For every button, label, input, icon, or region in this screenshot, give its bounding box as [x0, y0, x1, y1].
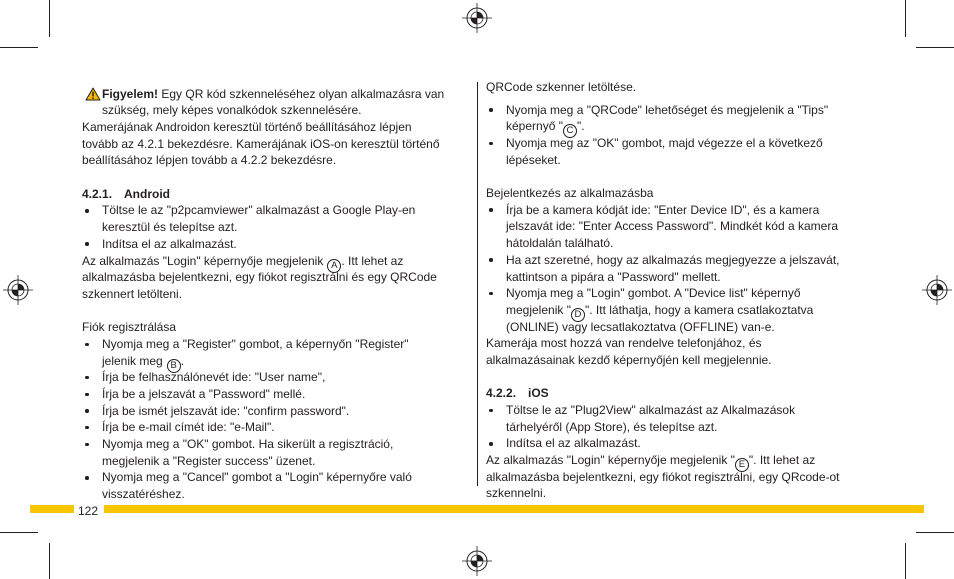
list-item-text: Nyomja meg a "QRCode" lehetőséget és megjelenik a "Tips": [506, 102, 829, 117]
list-item-text: Írja be felhasználónevét ide: "User name",: [102, 370, 326, 385]
subsection-title: Fiók regisztrálása: [82, 320, 177, 335]
text-span: ".: [576, 119, 585, 134]
list-item-text: (ONLINE) vagy lecsatlakoztatva (OFFLINE) van-e.: [506, 319, 775, 334]
accent-bar-right: [104, 505, 924, 513]
warning-triangle-icon: [85, 87, 101, 101]
crop-mark: [916, 532, 954, 533]
paragraph-text: szkennelni.: [486, 486, 547, 501]
spacer: [82, 169, 472, 186]
registration-mark-icon: [461, 2, 493, 34]
paragraph-text: szkennert letölteni.: [82, 286, 183, 301]
intro-text: Kamerájának Androidon keresztül történő beállításához lépjen: [82, 120, 412, 135]
intro-text: tovább az 4.2.1 bekezdésre. Kamerájának iOS-on keresztül történő: [82, 136, 440, 151]
text-span: Az alkalmazás "Login" képernyője megjelenik ": [486, 453, 735, 468]
list-item-text: [102, 353, 472, 370]
text-span: megjelenik ": [506, 302, 571, 317]
accent-bar-left: [30, 505, 74, 513]
list-item: [82, 369, 472, 386]
spacer: [486, 168, 896, 185]
text-span: Az alkalmazás "Login" képernyője megjelenik: [82, 253, 324, 268]
list-item-text: Nyomja meg az "OK" gombot, majd végezze el a következő: [506, 136, 823, 151]
list-item-text: Nyomja meg a "Login" gombot. A "Device list" képernyő: [506, 286, 801, 301]
intro-text: beállításához lépjen tovább a 4.2.2 bekezdésre.: [82, 153, 337, 168]
list-item: [82, 202, 472, 235]
paragraph-text: alkalmazásba bejelentkezni, egy fiókot regisztrálni, egy QRcode-ot: [486, 469, 840, 484]
list-item-text: Írja be a kamera kódját ide: "Enter Device ID", és a kamera: [506, 202, 820, 217]
list-item-text: Írja be e-mail címét ide: "e-Mail".: [102, 420, 275, 435]
list-item: [82, 386, 472, 403]
list-item-text: visszatéréshez.: [102, 487, 185, 502]
list-item: [486, 402, 896, 435]
paragraph-text: [486, 452, 896, 469]
list-item: [82, 403, 472, 420]
list-item: [82, 236, 472, 253]
list-item-text: Indítsa el az alkalmazást.: [506, 436, 641, 451]
callout-marker-b: B: [167, 359, 181, 373]
callout-marker-d: D: [571, 308, 585, 322]
paragraph-text: Kamerája most hozzá van rendelve telefonjához, és: [486, 336, 762, 351]
list-item-text: jelszavát ide: "Enter Access Password". Mindkét kód a kamera: [506, 219, 838, 234]
list-item: [486, 252, 896, 285]
paragraph-text: alkalmazásainak kezdő képernyőjén kell megjelennie.: [486, 352, 772, 367]
list-item-text: Töltse le az "p2pcamviewer" alkalmazást a Google Play-en: [102, 203, 416, 218]
list-item: [486, 102, 896, 135]
list-item-text: Nyomja meg a "OK" gombot. Ha sikerült a regisztráció,: [102, 437, 394, 452]
crop-mark: [49, 0, 50, 37]
list-item-text: tárhelyéről (App Store), és telepítse azt.: [506, 419, 718, 434]
crop-mark: [0, 532, 38, 533]
list-item-text: [506, 302, 896, 319]
list-item-text: kattintson a pipára a "Password" mellett.: [506, 269, 721, 284]
callout-marker-e: E: [735, 458, 749, 472]
right-column: [486, 79, 896, 503]
callout-marker-c: C: [563, 124, 577, 138]
subsection-title: QRCode szkenner letöltése.: [486, 79, 637, 94]
qrcode-steps: [486, 102, 896, 169]
list-item-text: Nyomja meg a "Register" gombot, a képernyőn "Register": [102, 336, 409, 351]
text-span: .: [180, 353, 185, 368]
list-item-text: keresztül és telepítse azt.: [102, 220, 238, 235]
crop-mark: [49, 543, 50, 579]
list-item-text: hátoldalán található.: [506, 236, 614, 251]
list-item: [486, 435, 896, 452]
list-item-text: megjelenik a "Register success" üzenet.: [102, 453, 316, 468]
list-item-text: Nyomja meg a "Cancel" gombot a "Login" képernyőre való: [102, 470, 412, 485]
section-title: Android: [124, 186, 170, 201]
list-item: [486, 135, 896, 168]
spacer: [486, 369, 896, 386]
list-item-text: Töltse le az "Plug2View" alkalmazást az Alkalmazások: [506, 403, 796, 418]
registration-mark-icon: [2, 274, 34, 306]
list-item: [486, 202, 896, 252]
registration-mark-icon: [461, 545, 493, 577]
list-item: [82, 419, 472, 436]
list-item: [82, 436, 472, 469]
crop-mark: [0, 47, 38, 48]
list-item-text: Írja be a jelszavát a "Password" mellé.: [102, 387, 306, 402]
section-heading-ios: [486, 385, 896, 402]
list-item: [82, 469, 472, 502]
warning-text: Egy QR kód szkenneléséhez olyan alkalmazásra van: [161, 86, 445, 101]
section-number: 4.2.2.: [486, 386, 517, 401]
text-span: képernyő ": [506, 119, 563, 134]
warning-note: [82, 86, 472, 103]
text-span: ". Itt lehet az: [748, 453, 816, 468]
list-item-text: Ha azt szeretné, hogy az alkalmazás megjegyezze a jelszavát,: [506, 252, 840, 267]
warning-text: szükség, mely képes vonalkódok szkennelésére.: [102, 103, 362, 118]
text-span: ". Itt láthatja, hogy a kamera csatlakoztatva: [584, 302, 814, 317]
list-item-text: Írja be ismét jelszavát ide: "confirm password".: [102, 403, 350, 418]
list-item-text: Indítsa el az alkalmazást.: [102, 236, 237, 251]
text-span: . Itt lehet az: [341, 253, 404, 268]
crop-mark: [905, 0, 906, 37]
left-column: [82, 86, 472, 503]
spacer: [82, 303, 472, 320]
warning-label: Figyelem!: [102, 86, 159, 101]
paragraph-text: [82, 253, 472, 270]
list-item-text: lépéseket.: [506, 152, 561, 167]
list-item: [486, 285, 896, 335]
paragraph-text: alkalmazásba bejelentkezni, egy fiókot regisztrálni és egy QRCode: [82, 270, 437, 285]
column-divider: [477, 82, 478, 486]
crop-mark: [905, 543, 906, 579]
section-number: 4.2.1.: [82, 186, 113, 201]
list-item: [82, 336, 472, 369]
crop-mark: [916, 47, 954, 48]
callout-marker-a: A: [327, 259, 341, 273]
list-item-text: [506, 118, 896, 135]
text-span: jelenik meg: [102, 353, 163, 368]
subsection-title: Bejelentkezés az alkalmazásba: [486, 186, 654, 201]
section-heading-android: [82, 186, 472, 203]
section-title: iOS: [528, 386, 549, 401]
page-number: 122: [78, 504, 99, 518]
registration-mark-icon: [921, 274, 953, 306]
